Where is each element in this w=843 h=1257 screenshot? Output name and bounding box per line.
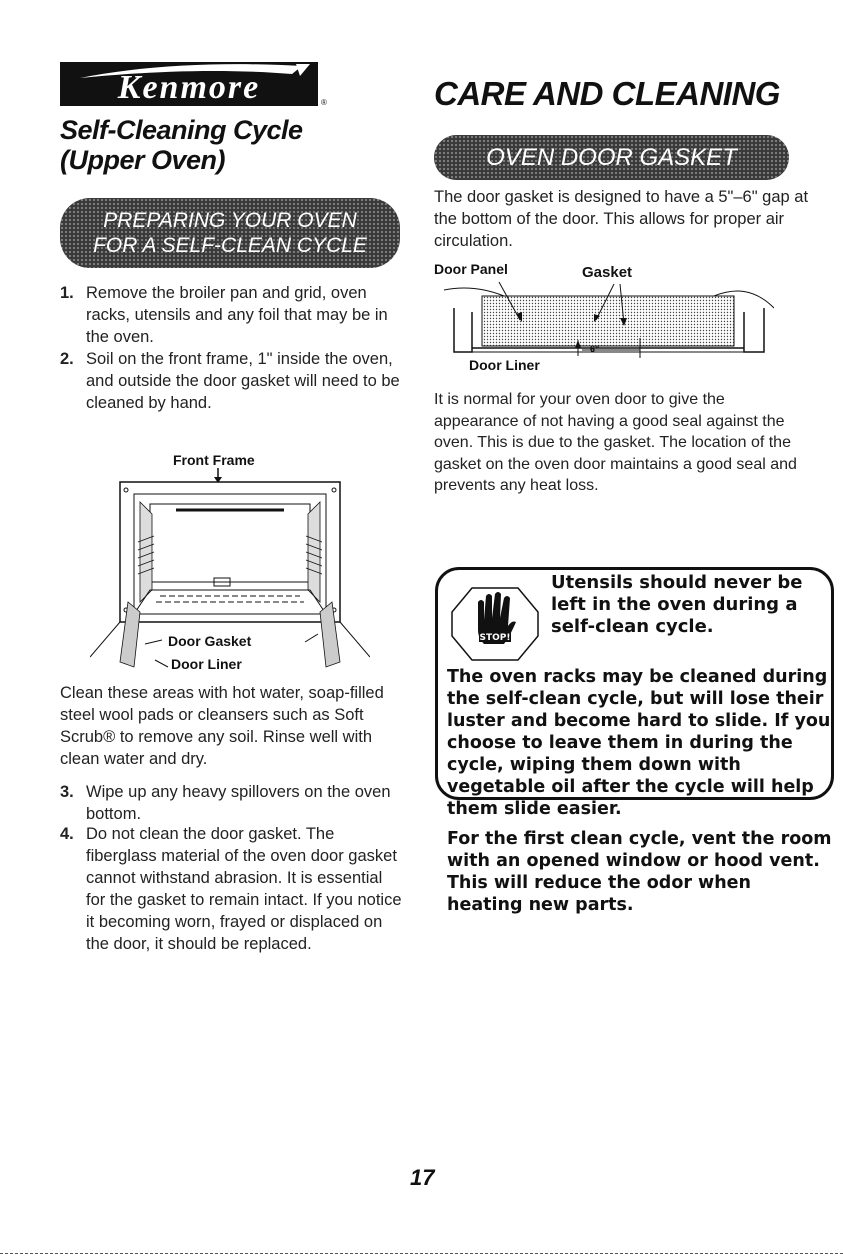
step-text: Soil on the front frame, 1" inside the oven, and outside the door gasket will need to be cleaned by hand. [86,350,400,412]
step-text: Do not clean the door gasket. The fiberglass material of the oven door gasket cannot withstand abrasion. It is essential for the gasket to remain intact. If you notice it becoming worn, frayed or displaced on the door, it should be replaced. [86,825,402,953]
step-number: 4. [60,825,74,843]
warning-racks-paragraph: The oven racks may be cleaned during the self-clean cycle, but will lose their luster and become hard to slide. If you choose to leave them in during the cycle, wiping them down with vegetable oil after the cycle will help them slide easier. [447,667,831,819]
kenmore-logo [60,62,318,106]
step-text: Wipe up any heavy spillovers on the oven bottom. [86,783,391,823]
oven-door-gasket-header: OVEN DOOR GASKET [434,135,789,180]
section-title [60,115,303,175]
gap-measurement-label: 6" [590,344,600,354]
page-title: CARE AND CLEANING [434,75,780,112]
step-number: 2. [60,350,74,368]
door-panel-label: Door Panel [434,261,508,277]
door-gasket-label: Door Gasket [168,633,252,649]
warning-headline: Utensils should never be left in the oven during a self-clean cycle. [551,572,803,637]
gasket-label: Gasket [582,264,633,281]
gasket-gap-paragraph: The door gasket is designed to have a 5"–6" gap at the bottom of the door. This allows for proper air circulation. [434,188,809,250]
door-gasket-diagram [444,278,774,363]
front-frame-label: Front Frame [173,452,255,468]
step-4 [60,823,405,955]
section-title-line2: (Upper Oven) [60,145,226,175]
step-3 [60,781,405,825]
step-1 [60,282,405,348]
step-text: Remove the broiler pan and grid, oven racks, utensils and any foil that may be in the oven. [86,284,388,346]
trademark-mark: ® [321,98,327,107]
warning-body [447,666,832,924]
warning-vent-paragraph: For the first clean cycle, vent the room with an opened window or hood vent. This will reduce the odor when heating new parts. [447,829,832,915]
door-liner-label-right: Door Liner [469,357,540,373]
gasket-seal-paragraph: It is normal for your oven door to give the appearance of not having a good seal against the oven. This is due to the gasket. The location of the gasket on the oven door maintains a good seal and prevents any heat loss. [434,391,797,494]
preparing-header-line2: FOR A SELF-CLEAN CYCLE [93,234,367,257]
door-liner-label: Door Liner [171,656,242,672]
bottom-rule [0,1253,843,1254]
logo-text: Kenmore [117,69,261,106]
cleaning-instructions: Clean these areas with hot water, soap-filled steel wool pads or cleansers such as Soft Scrub® to remove any soil. Rinse well with clean water and dry. [60,684,384,768]
stop-hand-icon [450,582,540,662]
stop-text: STOP! [479,633,511,643]
section-title-line1: Self-Cleaning Cycle [60,115,303,145]
step-number: 3. [60,783,74,801]
step-number: 1. [60,284,74,302]
preparing-header-line1: PREPARING YOUR OVEN [103,209,357,232]
preparing-oven-header [60,198,400,268]
step-2 [60,348,405,414]
page-number: 17 [410,1165,435,1190]
